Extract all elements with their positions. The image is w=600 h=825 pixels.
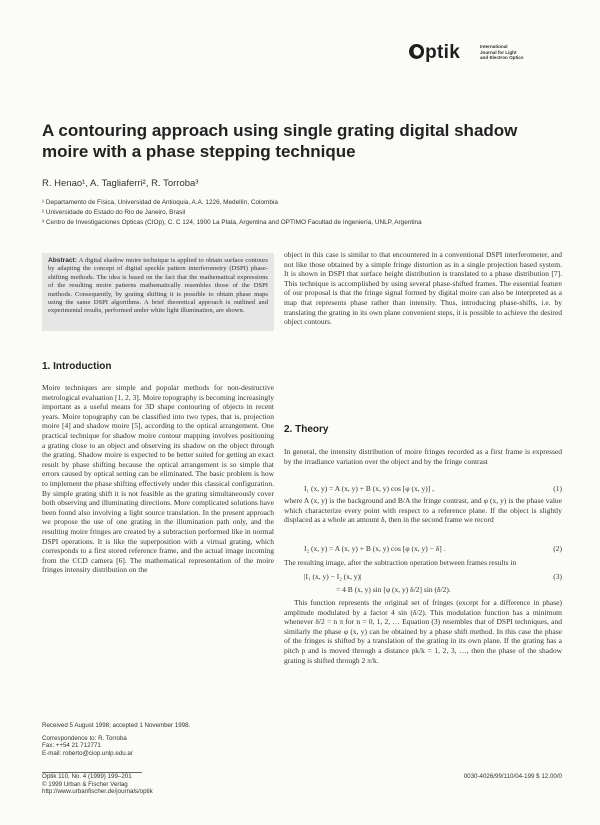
equation-3-line-1 <box>284 572 562 581</box>
theory-paragraph: This function represents the original set of fringes (except for a difference in phase) amplitude modulated by a factor 4 sin (δ/2). This modulation function has a minimum whenever δ/2 = n π for n = 0, 1, 2, … Equation (3) resembles that of DSPI techniques, and similarly the phase φ (x, y) can be obtained by a phase shift method. In this case the phase of the fringes is shifted by a translation of the grating in its own plane. If the grating has a pitch p and is moved through a distance pk/k = 1, 2, 3, …, then the phase of the shadow grating is shifted through 2 π/k. <box>284 598 562 665</box>
footnotes <box>42 722 274 757</box>
correspondence: Correspondence to: R. Torroba <box>42 734 127 742</box>
paper-title <box>42 120 562 162</box>
introduction-continued-text: object in this case is similar to that encountered in a conventional DSPI interferometer, and not like those obtained by a simple fringe distortion as in a single projection based system. It is shown in DSPI that surface height distribution is translated to a phase distribution [7]. This technique is accomplished by using several phase-shifted frames. The essential feature of our proposal is that the fringe signal formed by digital moire can also be interpreted as a map that represents phase rather than intensity. Thus, introducing phase-shifts, i.e. by translating the grating in its own plane convenient steps, it is possible to achieve the desired object contours. <box>284 250 562 327</box>
affiliation: ² Universidade do Estado do Rio de Janeiro, Brasil <box>42 209 186 216</box>
equation-number: (2) <box>553 544 562 553</box>
equation-text: |I₁ (x, y) − I₂ (x, y)| <box>304 572 362 581</box>
abstract-label: Abstract: <box>48 257 77 264</box>
section-heading-introduction: 1. Introduction <box>42 361 112 372</box>
equation-1 <box>284 484 562 493</box>
affiliations <box>42 198 562 228</box>
theory-paragraph: In general, the intensity distribution of moire fringes recorded as a first frame is expressed by the irradiance variation over the object and by the fringe contrast <box>284 447 562 466</box>
equation-number: (1) <box>553 484 562 493</box>
journal-logo <box>410 42 560 64</box>
equation-3-line-2 <box>284 585 562 594</box>
affiliation: ¹ Departamento de Física, Universidad de Antioquia, A.A. 1226, Medellín, Colombia <box>42 199 278 206</box>
introduction-text: Moire techniques are simple and popular methods for non-destructive metrological evaluation [1, 2, 3]. Moire topography is becoming increasingly important as a useful means for 3D shape contouring of objects in recent years. Moire topography can be classified into two types, that is, projection moire [4] and shadow moire [5], according to the optical arrangement. One practical technique for shadow moire contour mapping involves positioning a grating close to an object and observing its shadow on the object through the grating. Shadow moire is expected to be better suited for getting an exact result by phase shifting because the optical arrangement is so simple that errors caused by optical setting can be eliminated. The basic problem is how to implement the phase shifting effectively under this classical configuration. By simple grating shift it is not feasible as the grating simultaneously cover both observing and illuminating directions. More complicated solutions have been found also involving a light source translation. In the present approach we propose the use of one grating in the illumination path only, and the resulting moire fringes are created by a subtraction performed like in normal DSPI operations. It is like the superposition with a virtual grating, which corresponds to a first stored reference frame, and the actual image incoming from the CCD camera [6]. The mathematical representation of the moire fringes intensity distribution on the <box>42 383 274 575</box>
issn-code: 0030-4026/99/110/04-199 $ 12.00/0 <box>463 773 562 780</box>
equation-text: I₂ (x, y) = A (x, y) + B (x, y) cos [φ (x, y) − δ] . <box>304 544 446 553</box>
equation-text: I₁ (x, y) = A (x, y) + B (x, y) cos [φ (x, y)] , <box>304 484 434 493</box>
logo-subtitle-line: Journal for Light <box>480 49 517 55</box>
publisher-text: © 1999 Urban & Fischer Verlag <box>42 780 128 788</box>
logo-subtitle-line: International <box>480 44 508 49</box>
equation-number: (3) <box>553 572 562 581</box>
abstract-box <box>42 253 274 331</box>
logo-subtitle-line: and Electron Optics <box>480 55 524 61</box>
fax-number: Fax: ++54 21 712771 <box>42 742 101 750</box>
email-address: E-mail: roberto@ciop.unlp.edu.ar <box>42 749 133 757</box>
journal-url: http://www.urbanfischer.de/journals/optik <box>42 788 153 796</box>
footer-citation <box>42 773 342 796</box>
logo-subtitle <box>480 44 560 61</box>
received-date: Received 5 August 1998; accepted 1 November 1998. <box>42 722 191 729</box>
theory-paragraph: where A (x, y) is the background and B/A the fringe contrast, and φ (x, y) is the phase value which characterize every point with respect to a reference plane. If the object is slightly displaced as a whole an amount δ, then in the second frame we record <box>284 496 562 525</box>
title-line: A contouring approach using single grating digital shadow <box>42 121 518 140</box>
abstract-text: A digital shadow moire technique is applied to obtain surface contours by adapting the concept of digital speckle pattern interferometry (DSPI) phase-shifting methods. The idea is based on the fact that the mathematical expressions of the resulting moire patterns mathematically resembles those of the DSPI methods. Consequently, by grating shifting it is possible to obtain phase maps using the same DSPI algorithms. A brief theoretical approach is outlined and experimental results, performed under white light illumination, are shown. <box>48 257 268 315</box>
theory-paragraph: The resulting image, after the subtraction operation between frames results in <box>284 558 517 567</box>
title-line: moire with a phase stepping technique <box>42 142 356 161</box>
logo-wordmark: Optik <box>410 42 461 63</box>
citation-text: Optik 110, No. 4 (1999) 199–201 <box>42 773 132 780</box>
author-list: R. Henao¹, A. Tagliaferri², R. Torroba³ <box>42 178 199 189</box>
section-heading-theory: 2. Theory <box>284 424 329 435</box>
affiliation: ³ Centro de Investigaciones Opticas (CIOp), C. C 124, 1900 La Plata, Argentina and OPTIMO Facultad de Ingeniería, UNLP, Argentina <box>42 219 422 226</box>
equation-text: = 4 B (x, y) sin [φ (x, y) δ/2] sin (δ/2). <box>336 585 451 594</box>
equation-2 <box>284 544 562 553</box>
